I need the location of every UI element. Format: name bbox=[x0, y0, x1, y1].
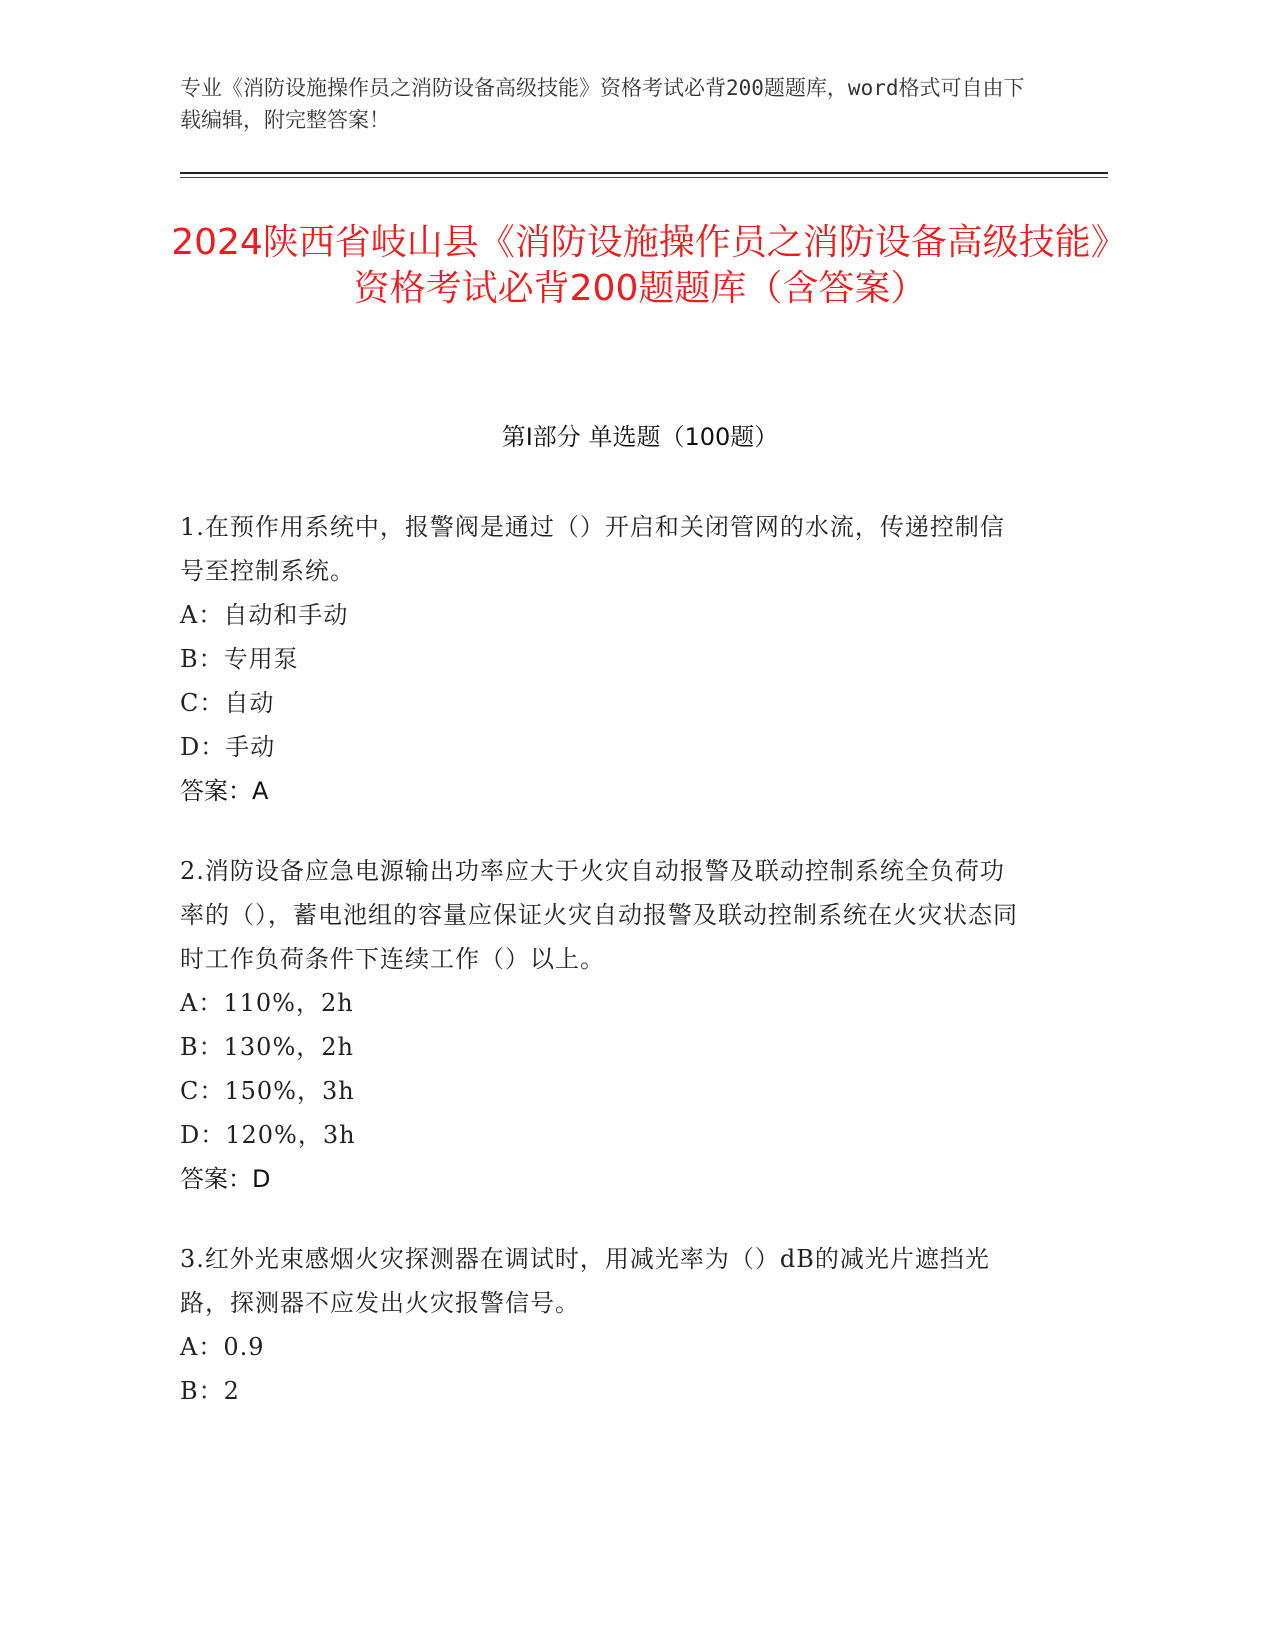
question-stem: 3.红外光束感烟火灾探测器在调试时，用减光率为（）dB的减光片遮挡光路，探测器不应发出火灾报警信号。 bbox=[180, 1245, 990, 1317]
section-title: 第I部分 单选题（100题） bbox=[501, 423, 779, 451]
question-2 bbox=[180, 849, 1025, 1201]
question-3 bbox=[180, 1237, 1025, 1413]
option-b: B：2 bbox=[180, 1377, 240, 1405]
option-a: A：自动和手动 bbox=[180, 601, 349, 629]
option-d: D：手动 bbox=[180, 733, 276, 761]
option-d: D：120%，3h bbox=[180, 1121, 356, 1149]
question-stem: 1.在预作用系统中，报警阀是通过（）开启和关闭管网的水流，传递控制信号至控制系统。 bbox=[180, 513, 1005, 585]
option-a: A：110%，2h bbox=[180, 989, 354, 1017]
question-1 bbox=[180, 505, 1025, 813]
answer: 答案：A bbox=[180, 777, 269, 805]
header-divider-thin bbox=[180, 177, 1108, 178]
option-b: B：130%，2h bbox=[180, 1033, 354, 1061]
question-list bbox=[180, 505, 1025, 1449]
header-note: 专业《消防设施操作员之消防设备高级技能》资格考试必背200题题库，word格式可自由下载编辑，附完整答案！ bbox=[180, 76, 1025, 132]
option-b: B：专用泵 bbox=[180, 645, 299, 673]
document-title: 2024陕西省岐山县《消防设施操作员之消防设备高级技能》资格考试必背200题题库（含答案） bbox=[171, 222, 1109, 309]
header-divider-thick bbox=[180, 172, 1108, 174]
answer: 答案：D bbox=[180, 1165, 271, 1193]
option-c: C：自动 bbox=[180, 689, 275, 717]
question-stem: 2.消防设备应急电源输出功率应大于火灾自动报警及联动控制系统全负荷功率的（），蓄电池组的容量应保证火灾自动报警及联动控制系统在火灾状态同时工作负荷条件下连续工作（）以上。 bbox=[180, 857, 1018, 973]
option-a: A：0.9 bbox=[180, 1333, 265, 1361]
option-c: C：150%，3h bbox=[180, 1077, 355, 1105]
